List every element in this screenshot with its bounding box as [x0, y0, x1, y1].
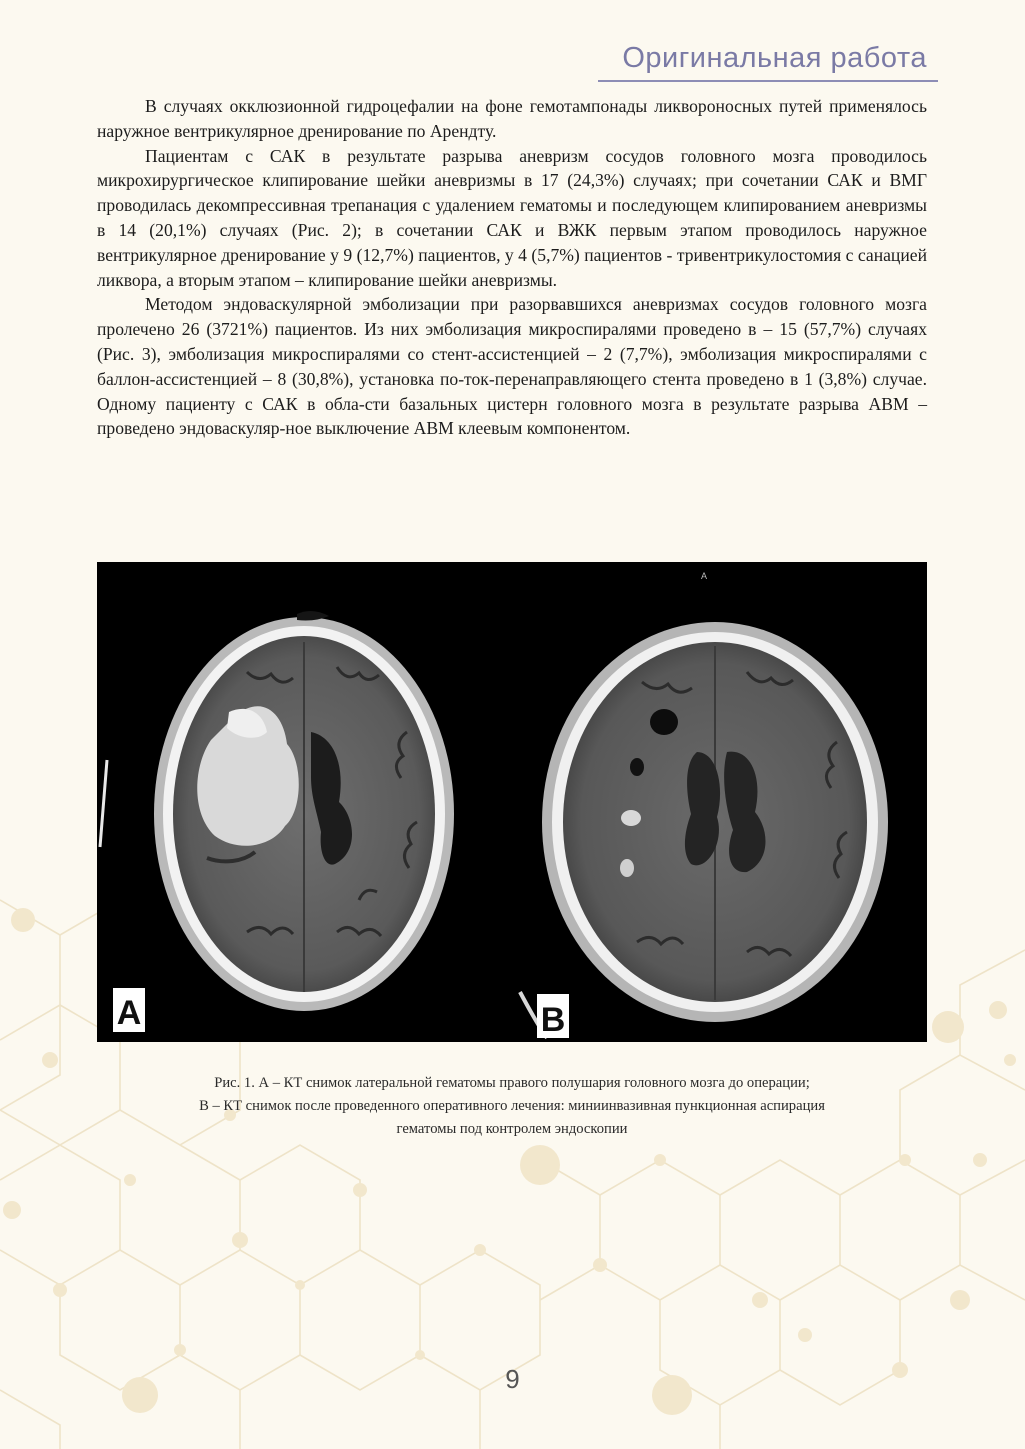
ct-figure: [97, 562, 927, 1042]
paragraph: Пациентам с САК в результате разрыва аневризм сосудов головного мозга проводилось микрохирургическое клипирование шейки аневризмы в 17 (24,3%) случаях; при сочетании САК и ВМГ проводилась декомпрессивная трепанация с удалением гематомы и последующем клипированием аневризмы в 14 (20,1%) случаях (Рис. 2); в сочетании САК и ВЖК первым этапом проводилось наружное вентрикулярное дренирование у 9 (12,7%) пациентов, у 4 (5,7%) пациентов - тривентрикулостомия с санацией ликвора, а вторым этапом – клипирование шейки аневризмы.: [97, 145, 927, 290]
caption-line: В – КТ снимок после проведенного оперативного лечения: миниинвазивная пункционная аспирация: [199, 1098, 825, 1114]
ct-panel-a: [100, 611, 454, 1032]
panel-b-label: B: [540, 1001, 566, 1039]
ct-panel-b: [520, 571, 888, 1039]
caption-line: гематомы под контролем эндоскопии: [396, 1121, 628, 1137]
paragraph: Методом эндоваскулярной эмболизации при разорвавшихся аневризмах сосудов головного мозга пролечено 26 (3721%) пациентов. Из них эмболизация микроспиралями проведено в – 15 (57,7%) случаях (Рис. 3), эмболизация микроспиралями со стент-ассистенцией – 2 (7,7%), эмболизация микроспиралями с баллон-ассистенцией – 8 (30,8%), установка по-ток-перенаправляющего стента проведено в 1 (3,8%) случае. Одному пациенту с САК в обла-сти базальных цистерн головного мозга в результате разрыва АВМ – проведено эндоваскуляр-ное выключение АВМ клеевым компонентом.: [97, 294, 927, 439]
section-header: Оригинальная работа: [622, 42, 927, 74]
ct-scan-image: [97, 562, 927, 1042]
page-number: 9: [505, 1364, 520, 1394]
panel-b-orientation-marker: A: [700, 571, 708, 581]
body-text: [97, 94, 927, 441]
caption-line: Рис. 1. А – КТ снимок латеральной гематомы правого полушария головного мозга до операции;: [214, 1075, 810, 1091]
paragraph: В случаях окклюзионной гидроцефалии на фоне гемотампонады ликвороносных путей применялось наружное вентрикулярное дренирование по Арендту.: [97, 96, 927, 141]
header-rule: [598, 80, 938, 82]
panel-a-label: A: [116, 994, 142, 1032]
figure-caption: [97, 1072, 927, 1141]
